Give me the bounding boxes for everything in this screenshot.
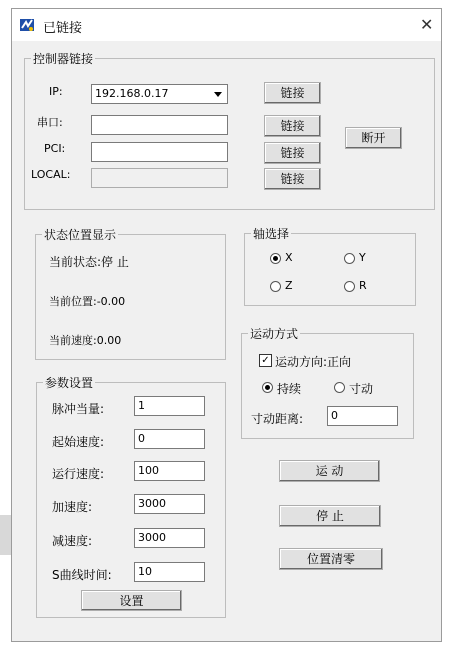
parameters-group <box>36 376 226 618</box>
axis-y-radio[interactable] <box>344 253 355 264</box>
axis-x-label[interactable]: X <box>285 251 293 264</box>
s-curve-time-field[interactable]: 10 <box>134 562 205 582</box>
direction-checkbox[interactable]: ✓ <box>259 354 272 367</box>
serial-field[interactable] <box>91 115 228 135</box>
axis-x-radio[interactable] <box>270 253 281 264</box>
start-speed-label: 起始速度: <box>52 435 105 449</box>
close-icon[interactable]: ✕ <box>420 15 434 34</box>
continuous-radio[interactable] <box>262 382 273 393</box>
title-bar <box>12 9 441 41</box>
axis-y-label[interactable]: Y <box>359 251 366 264</box>
serial-label: 串口: <box>37 116 63 129</box>
current-speed: 当前速度:0.00 <box>49 334 122 347</box>
controller-link-group <box>24 52 435 210</box>
link-ip-button[interactable]: 链接 <box>264 82 321 104</box>
status-legend: 状态位置显示 <box>44 228 117 242</box>
acceleration-label: 加速度: <box>52 500 93 514</box>
set-button[interactable]: 设置 <box>81 590 182 611</box>
axis-r-radio[interactable] <box>344 281 355 292</box>
jog-distance-field[interactable]: 0 <box>327 406 398 426</box>
s-curve-time-label: S曲线时间: <box>52 568 112 582</box>
pci-label: PCI: <box>44 142 66 155</box>
run-speed-field[interactable]: 100 <box>134 461 205 481</box>
local-field <box>91 168 228 188</box>
status-group <box>35 228 226 360</box>
axis-z-label[interactable]: Z <box>285 279 293 292</box>
jog-label[interactable]: 寸动 <box>349 382 374 396</box>
ip-combobox[interactable] <box>91 84 228 104</box>
link-serial-button[interactable]: 链接 <box>264 115 321 137</box>
motion-mode-group <box>241 327 414 439</box>
deceleration-label: 减速度: <box>52 534 93 548</box>
ip-label: IP: <box>49 85 63 98</box>
start-speed-field[interactable]: 0 <box>134 429 205 449</box>
axis-select-group <box>244 227 416 306</box>
ip-value: 192.168.0.17 <box>95 87 169 100</box>
parameters-legend: 参数设置 <box>45 376 94 390</box>
stop-button[interactable]: 停 止 <box>279 505 381 527</box>
zero-position-button[interactable]: 位置清零 <box>279 548 383 570</box>
pulse-equivalent-label: 脉冲当量: <box>52 402 105 416</box>
acceleration-field[interactable]: 3000 <box>134 494 205 514</box>
link-pci-button[interactable]: 链接 <box>264 142 321 164</box>
current-position: 当前位置:-0.00 <box>49 295 126 308</box>
jog-radio[interactable] <box>334 382 345 393</box>
controller-link-legend: 控制器链接 <box>33 52 94 66</box>
deceleration-field[interactable]: 3000 <box>134 528 205 548</box>
run-speed-label: 运行速度: <box>52 467 105 481</box>
window-title: 已链接 <box>43 21 83 36</box>
app-icon <box>19 17 35 33</box>
pulse-equivalent-field[interactable]: 1 <box>134 396 205 416</box>
axis-r-label[interactable]: R <box>359 279 367 292</box>
continuous-label[interactable]: 持续 <box>277 382 302 396</box>
axis-z-radio[interactable] <box>270 281 281 292</box>
jog-distance-label: 寸动距离: <box>251 412 304 426</box>
current-state: 当前状态:停 止 <box>49 255 129 269</box>
chevron-down-icon[interactable] <box>210 86 226 102</box>
main-window <box>11 8 442 642</box>
motion-mode-legend: 运动方式 <box>250 327 299 341</box>
direction-label[interactable]: 运动方向:正向 <box>275 355 352 369</box>
axis-select-legend: 轴选择 <box>253 227 290 241</box>
pci-field[interactable] <box>91 142 228 162</box>
move-button[interactable]: 运 动 <box>279 460 380 482</box>
disconnect-button[interactable]: 断开 <box>345 127 402 149</box>
local-label: LOCAL: <box>31 168 71 181</box>
link-local-button[interactable]: 链接 <box>264 168 321 190</box>
background-strip <box>0 515 11 555</box>
